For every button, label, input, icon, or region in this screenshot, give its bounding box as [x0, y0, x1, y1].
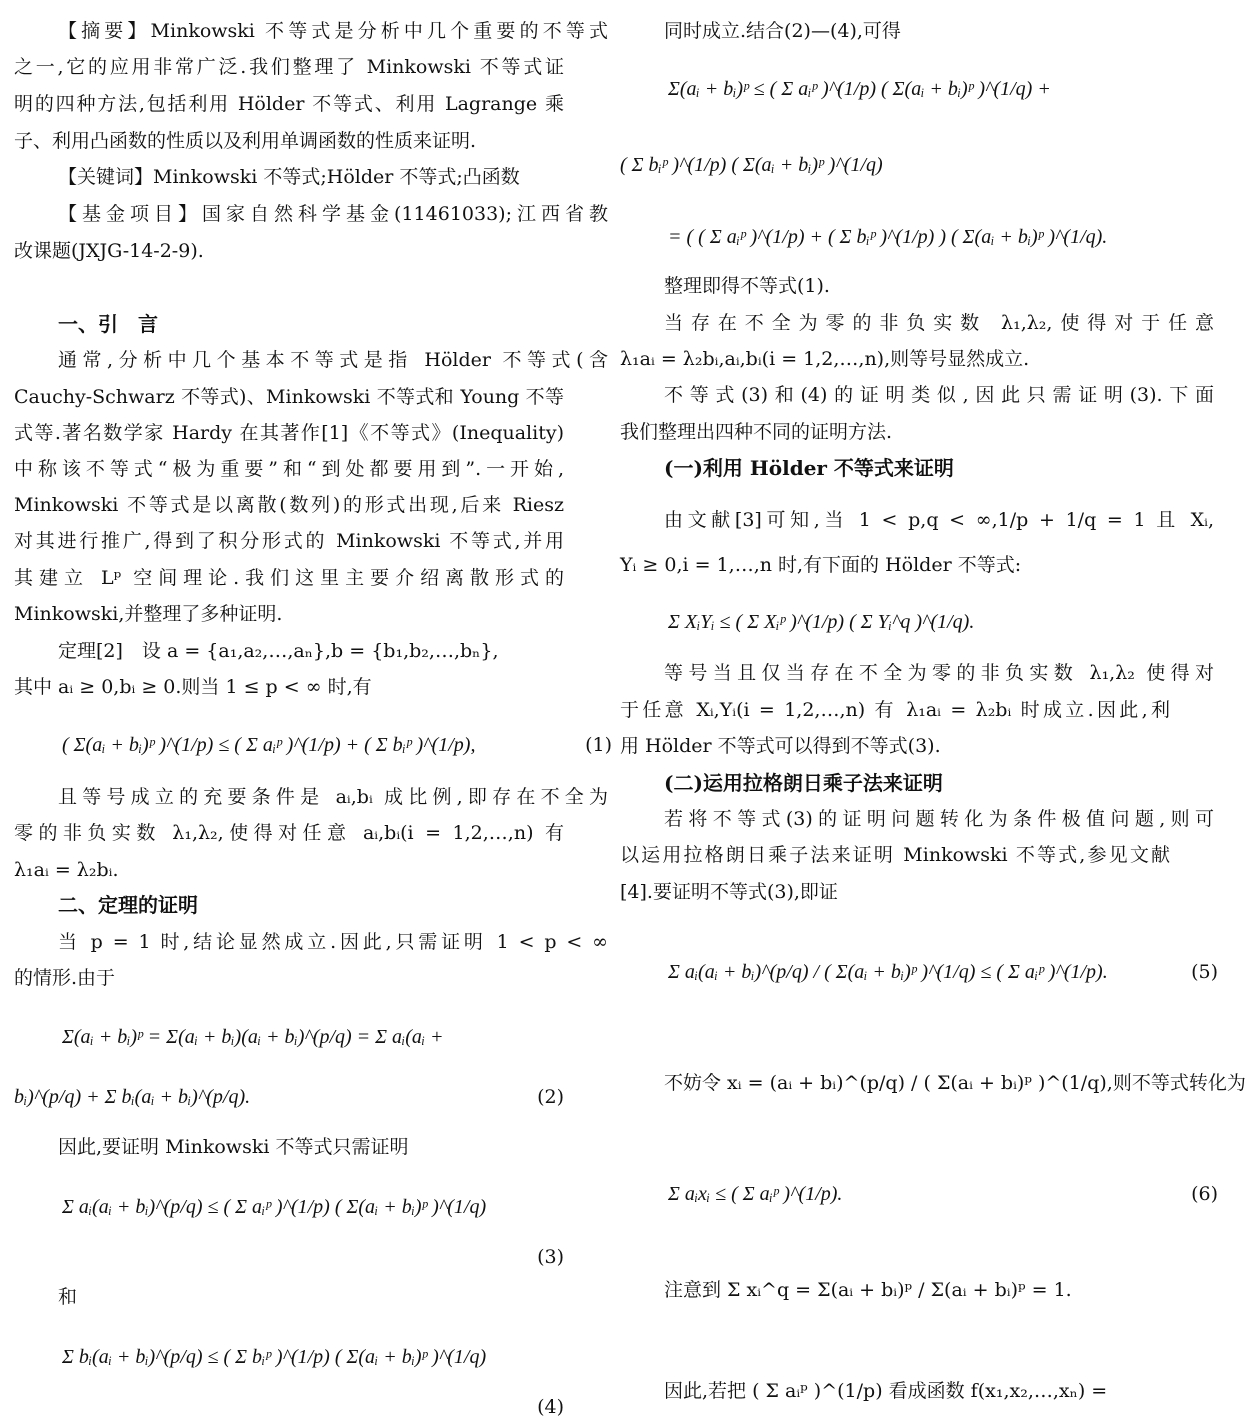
- abstract-line-4: 子、利用凸函数的性质以及利用单调函数的性质来证明.: [14, 130, 477, 152]
- similar-line-2: 我们整理出四种不同的证明方法.: [620, 421, 893, 443]
- equation-2-number: (2): [537, 1086, 564, 1108]
- intro-line-5: Minkowski 不等式是以离散(数列)的形式出现,后来 Riesz: [14, 494, 564, 516]
- equation-1-text: ( Σ(aᵢ + bᵢ)ᵖ )^(1/p) ≤ ( Σ aᵢᵖ )^(1/p) + ( Σ bᵢᵖ )^(1/p),: [62, 734, 476, 756]
- equation-2-line-1: Σ(aᵢ + bᵢ)ᵖ = Σ(aᵢ + bᵢ)(aᵢ + bᵢ)^(p/q) = Σ aᵢ(aᵢ +: [62, 1026, 444, 1048]
- similar-line-1: 不等式(3)和(4)的证明类似,因此只需证明(3).下面: [664, 384, 1214, 406]
- intro-line-2: Cauchy-Schwarz 不等式)、Minkowski 不等式和 Young 不等: [14, 386, 564, 408]
- equation-2-line-2: [14, 1080, 564, 1114]
- subsection-2-title: (二)运用拉格朗日乘子法来证明: [664, 771, 943, 795]
- equation-4-number: (4): [537, 1396, 564, 1418]
- equality-line-1: 当存在不全为零的非负实数 λ₁,λ₂,使得对于任意: [664, 312, 1214, 334]
- holder-inequality: Σ XᵢYᵢ ≤ ( Σ Xᵢᵖ )^(1/p) ( Σ Yᵢ^q )^(1/q).: [668, 611, 975, 633]
- equation-6-number: (6): [1191, 1183, 1218, 1205]
- intro-line-6: 对其进行推广,得到了积分形式的 Minkowski 不等式,并用: [14, 530, 564, 552]
- substitution-line: 不妨令 xᵢ = (aᵢ + bᵢ)^(p/q) / ( Σ(aᵢ + bᵢ)ᵖ )^(1/q),则不等式转化为: [664, 1072, 1246, 1094]
- theorem-line-1: 定理[2] 设 a = {a₁,a₂,…,aₙ},b = {b₁,b₂,…,bₙ},: [58, 640, 499, 662]
- holder-equality-line-3: 用 Hölder 不等式可以得到不等式(3).: [620, 735, 941, 757]
- intro-line-7: 其建立 Lᵖ 空间理论.我们这里主要介绍离散形式的: [14, 567, 564, 589]
- fund-line-2: 改课题(JXJG-14-2-9).: [14, 240, 204, 262]
- result-line: 整理即得不等式(1).: [664, 275, 830, 297]
- lagrange-line-1: 若将不等式(3)的证明问题转化为条件极值问题,则可: [664, 808, 1214, 830]
- thus-line: 因此,若把 ( Σ aᵢᵖ )^(1/p) 看成函数 f(x₁,x₂,…,xₙ) =: [664, 1380, 1108, 1402]
- equation-5: [620, 955, 1218, 989]
- equation-a-line-1: Σ(aᵢ + bᵢ)ᵖ ≤ ( Σ aᵢᵖ )^(1/p) ( Σ(aᵢ + bᵢ)ᵖ )^(1/q) +: [668, 78, 1051, 100]
- equation-4: Σ bᵢ(aᵢ + bᵢ)^(p/q) ≤ ( Σ bᵢᵖ )^(1/p) ( Σ(aᵢ + bᵢ)ᵖ )^(1/q): [62, 1346, 487, 1368]
- intro-line-8: Minkowski,并整理了多种证明.: [14, 603, 283, 625]
- holder-equality-line-2: 于任意 Xᵢ,Yᵢ(i = 1,2,…,n) 有 λ₁aᵢ = λ₂bᵢ 时成立.因此,利: [620, 699, 1170, 721]
- section-1-title: 一、引 言: [58, 312, 158, 336]
- equation-3-number: (3): [537, 1246, 564, 1268]
- equation-5-number: (5): [1191, 961, 1218, 983]
- subsection-1-title: (一)利用 Hölder 不等式来证明: [664, 456, 954, 480]
- abstract-line-2: 之一,它的应用非常广泛.我们整理了 Minkowski 不等式证: [14, 56, 564, 78]
- holder-intro-line-2: Yᵢ ≥ 0,i = 1,…,n 时,有下面的 Hölder 不等式:: [620, 554, 1022, 576]
- abstract-line-3: 明的四种方法,包括利用 Hölder 不等式、利用 Lagrange 乘: [14, 93, 564, 115]
- equation-5-text: Σ aᵢ(aᵢ + bᵢ)^(p/q) / ( Σ(aᵢ + bᵢ)ᵖ )^(1/q) ≤ ( Σ aᵢᵖ )^(1/p).: [668, 961, 1108, 983]
- condition-line-2: 零的非负实数 λ₁,λ₂,使得对任意 aᵢ,bᵢ(i = 1,2,…,n) 有: [14, 822, 564, 844]
- equality-line-2: λ₁aᵢ = λ₂bᵢ,aᵢ,bᵢ(i = 1,2,…,n),则等号显然成立.: [620, 348, 1030, 370]
- theorem-line-2: 其中 aᵢ ≥ 0,bᵢ ≥ 0.则当 1 ≤ p < ∞ 时,有: [14, 676, 372, 698]
- keywords-line: 【关键词】Minkowski 不等式;Hölder 不等式;凸函数: [58, 166, 520, 188]
- equation-a-line-3: = ( ( Σ aᵢᵖ )^(1/p) + ( Σ bᵢᵖ )^(1/p) ) ( Σ(aᵢ + bᵢ)ᵖ )^(1/q).: [668, 226, 1108, 248]
- lagrange-line-3: [4].要证明不等式(3),即证: [620, 881, 838, 903]
- right-column: [620, 0, 1246, 1425]
- holder-equality-line-1: 等号当且仅当存在不全为零的非负实数 λ₁,λ₂ 使得对: [664, 662, 1214, 684]
- section-2-title: 二、定理的证明: [58, 893, 198, 917]
- equation-6-text: Σ aᵢxᵢ ≤ ( Σ aᵢᵖ )^(1/p).: [668, 1183, 843, 1205]
- condition-line-1: 且等号成立的充要条件是 aᵢ,bᵢ 成比例,即存在不全为: [58, 786, 608, 808]
- equation-a-line-2: ( Σ bᵢᵖ )^(1/p) ( Σ(aᵢ + bᵢ)ᵖ )^(1/q): [620, 154, 883, 176]
- holder-intro-line-1: 由文献[3]可知,当 1 < p,q < ∞,1/p + 1/q = 1 且 Xᵢ,: [664, 509, 1214, 531]
- equation-3: Σ aᵢ(aᵢ + bᵢ)^(p/q) ≤ ( Σ aᵢᵖ )^(1/p) ( Σ(aᵢ + bᵢ)ᵖ )^(1/q): [62, 1196, 487, 1218]
- proof-line-1: 当 p = 1 时,结论显然成立.因此,只需证明 1 < p < ∞: [58, 931, 608, 953]
- equation-2-text: bᵢ)^(p/q) + Σ bᵢ(aᵢ + bᵢ)^(p/q).: [14, 1086, 251, 1108]
- note-line: 注意到 Σ xᵢ^q = Σ(aᵢ + bᵢ)ᵖ / Σ(aᵢ + bᵢ)ᵖ = 1.: [664, 1279, 1072, 1301]
- need-line: 因此,要证明 Minkowski 不等式只需证明: [58, 1136, 409, 1158]
- left-column: [14, 0, 612, 1425]
- intro-line-3: 式等.著名数学家 Hardy 在其著作[1]《不等式》(Inequality): [14, 422, 564, 444]
- fund-line-1: 【基金项目】国家自然科学基金(11461033);江西省教: [58, 203, 608, 225]
- equation-6: [620, 1177, 1218, 1211]
- simultaneous-line: 同时成立.结合(2)—(4),可得: [664, 20, 901, 42]
- intro-line-1: 通常,分析中几个基本不等式是指 Hölder 不等式(含: [58, 349, 608, 371]
- lagrange-line-2: 以运用拉格朗日乘子法来证明 Minkowski 不等式,参见文献: [620, 844, 1170, 866]
- abstract-line-1: 【摘要】Minkowski 不等式是分析中几个重要的不等式: [58, 20, 608, 42]
- and-line: 和: [58, 1286, 78, 1308]
- intro-line-4: 中称该不等式“极为重要”和“到处都要用到”.一开始,: [14, 458, 564, 480]
- condition-line-3: λ₁aᵢ = λ₂bᵢ.: [14, 859, 119, 881]
- proof-line-2: 的情形.由于: [14, 967, 116, 989]
- equation-1: [14, 728, 612, 762]
- equation-1-number: (1): [585, 734, 612, 756]
